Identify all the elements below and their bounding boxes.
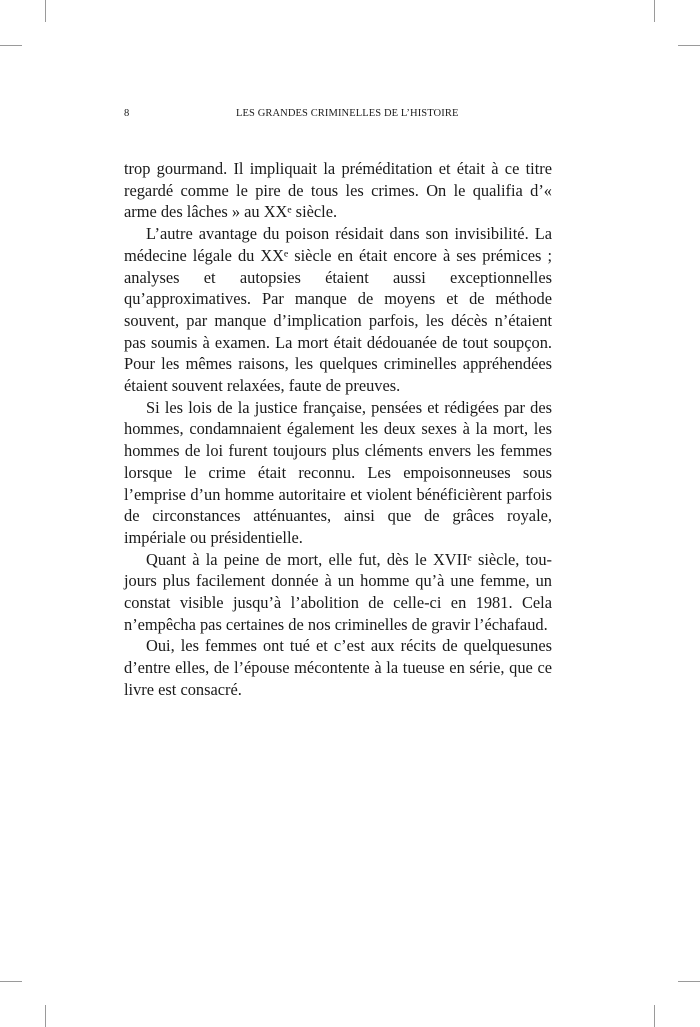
crop-mark-bottom-left xyxy=(45,1005,46,1027)
paragraph-2: L’autre avantage du poison résidait dans son invisibilité. La médecine légale du XXᵉ siècle en était encore à ses prémices ; analyses et autopsies étaient aussi exceptionnelles qu’approximatives. Par manque de moyens et de méthode souvent, par manque d’implication parfois, les décès n’étaient pas soumis à examen. La mort était dédouanée de tout soupçon. Pour les mêmes raisons, les quelques criminelles appréhendées étaient souvent relaxées, faute de preuves. xyxy=(124,224,552,396)
paragraph-4: Quant à la peine de mort, elle fut, dès le XVIIᵉ siècle, toujours plus facilement donnée à un homme qu’à une femme, un constat visible jusqu’à l’abolition de celle-ci en 1981. Cela n’empêcha pas certaines de nos criminelles de gravir l’échafaud. xyxy=(124,549,552,634)
crop-mark-top-right-h xyxy=(678,45,700,46)
paragraph-1: trop gourmand. Il impliquait la préméditation et était à ce titre regardé comme le pire de tous les crimes. On le qualifia d’« arme des lâches » au XXᵉ siècle. xyxy=(124,159,552,222)
crop-mark-bottom-right-h xyxy=(678,981,700,982)
crop-mark-bottom-left-h xyxy=(0,981,22,982)
running-head xyxy=(124,108,552,122)
running-title: LES GRANDES CRIMINELLES DE L’HISTOIRE xyxy=(236,108,459,119)
paragraph-3: Si les lois de la justice française, pensées et rédigées par des hommes, condamnaient également les deux sexes à la mort, les hommes de loi furent toujours plus cléments envers les femmes lorsque le crime était reconnu. Les empoisonneuses sous l’emprise d’un homme autoritaire et violent bénéficièrent parfois de circonstances atténuantes, ainsi que de grâces royale, impériale ou présidentielle. xyxy=(124,397,552,547)
crop-mark-top-left-h xyxy=(0,45,22,46)
crop-mark-top-right xyxy=(654,0,655,22)
paragraph-5: Oui, les femmes ont tué et c’est aux récits de quelquesunes d’entre elles, de l’épouse mécontente à la tueuse en série, que ce livre est consacré. xyxy=(124,636,552,699)
crop-mark-top-left xyxy=(45,0,46,22)
crop-mark-bottom-right xyxy=(654,1005,655,1027)
body-text xyxy=(124,158,552,701)
page-number: 8 xyxy=(124,108,130,119)
